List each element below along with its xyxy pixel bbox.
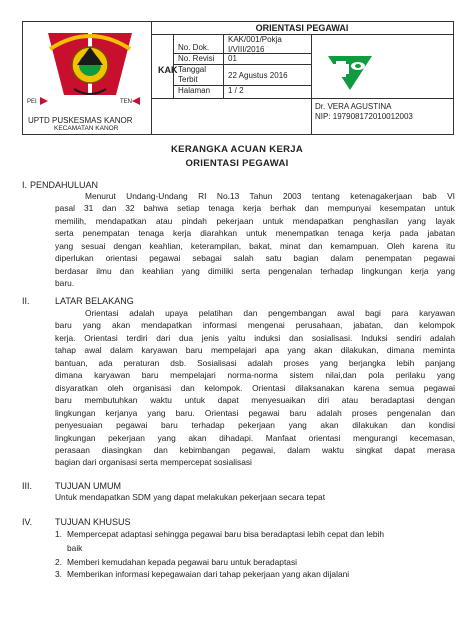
section-number-4: IV. [22, 517, 33, 527]
tujuan-umum-text: Untuk mendapatkan SDM yang dapat melakukan pekerjaan secara tepat [55, 492, 326, 502]
list-item: Mempercepat adaptasi sehingga pegawai baru bisa beradaptasi lebih cepat dan lebih [67, 529, 385, 539]
paragraph-pendahuluan: Menurut Undang-Undang RI No.13 Tahun 2003 tentang ketenagakerjaan bab VI pasal 31 dan 32 bahwa setiap tenaga kerja berhak dan mempunyai kesempatan untuk memilih, mendapatkan atau pindah pekerjaan untuk mendapatkan penghasilan yang layak serta penempatan tenaga kerja diarahkan untuk menempatkan tenaga kerja pada jabatan yang sesuai dengan keahlian, keterampilan, bakat, minat dan kemampuan. Oleh karena itu diperlukan orientasi pegawai sebagai salah satu bagian dalam penempatan pegawai berdasar ilmu dan keahlian yang dimiliki serta pengenalan terhadap lingkungan kerja yang baru. [55, 191, 455, 289]
paragraph-latar-belakang: Orientasi adalah upaya pelatihan dan pengembangan awal bagi para karyawan baru yang akan mendapatkan informasi mengenai perusahaan, jabatan, dan kelompok kerja. Orientasi terdiri dari dua jenis yaitu induksi dan sosialisasi. Induksi sendiri adalah tahap awal dalam karyawan baru mempelajari apa yang akan dilakukan, dimana meminta bantuan, ada peraturan dsb. Sosialisasi adalah proses yang berjangka lebih panjang dimana karyawan baru mempelajari norma-norma sistem nilai,dan pola perilaku yang disyaratkan oleh organisasi dan kelompok. Orientasi dilaksanakan karena semua pegawai baru membutuhkan waktu untuk dapat menyesuaikan diri atau beradaptasi dengan lingkungan kerjanya yang baru. Orientasi pegawai baru adalah proses pengenalan dan penyesuaian pegawai baru terhadap pekerjaan yang akan dilakukan dan kondisi lingkungan pekerjaan yang akan dihadapi. Manfaat orientasi mengurangi kecemasan, perasaan diasingkan dan kebimbangan pegawai, dalam waktu singkat dapat merasa bagian dari organisasi serta mempercepat sosialisasi [55, 308, 455, 468]
kak-label: KAK [158, 65, 178, 75]
section-heading-tujuan-khusus: TUJUAN KHUSUS [55, 517, 131, 527]
row-value-halaman: 1 / 2 [228, 86, 244, 95]
section-number-2: II. [22, 296, 30, 306]
signatory-name: Dr. VERA AGUSTINA [315, 102, 392, 111]
regency-emblem [27, 27, 150, 117]
doc-title: ORIENTASI PEGAWAI [255, 23, 349, 33]
institution-name: UPTD PUSKESMAS KANOR [28, 116, 133, 125]
list-item: Memberi kemudahan kepada pegawai baru untuk beradaptasi [67, 557, 297, 567]
list-item: Memberikan informasi kepegawaian dari tahap pekerjaan yang akan dijalani [67, 569, 350, 579]
section-number-1: I. [22, 180, 28, 190]
document-title-line1: KERANGKA ACUAN KERJA [171, 144, 303, 155]
section-heading-tujuan-umum: TUJUAN UMUM [55, 481, 121, 491]
row-value-no-dok: KAK/001/Pokja I/VIII/2016 [228, 35, 282, 54]
row-label-no-dok: No. Dok. [178, 43, 210, 52]
list-item-number: 3. [55, 569, 62, 579]
row-value-tanggal-terbit: 22 Agustus 2016 [228, 71, 288, 80]
row-label-halaman: Halaman [178, 86, 211, 95]
emblem-label-left: PEI [27, 99, 37, 105]
list-item-number: 2. [55, 557, 62, 567]
signatory-nip: NIP: 197908172010012003 [315, 112, 413, 121]
emblem-label-right: TEN [120, 99, 132, 105]
list-item-continuation: baik [67, 543, 83, 553]
row-label-no-revisi: No. Revisi [178, 54, 215, 63]
puskesmas-logo [326, 54, 374, 92]
row-label-tanggal-terbit: Tanggal Terbit [178, 65, 207, 84]
section-heading-pendahuluan: PENDAHULUAN [30, 180, 99, 190]
document-title-line2: ORIENTASI PEGAWAI [185, 158, 289, 169]
list-item-number: 1. [55, 529, 62, 539]
section-heading-latar-belakang: LATAR BELAKANG [55, 296, 134, 306]
row-value-no-revisi: 01 [228, 54, 237, 63]
subdistrict-name: KECAMATAN KANOR [54, 125, 119, 132]
section-number-3: III. [22, 481, 33, 491]
